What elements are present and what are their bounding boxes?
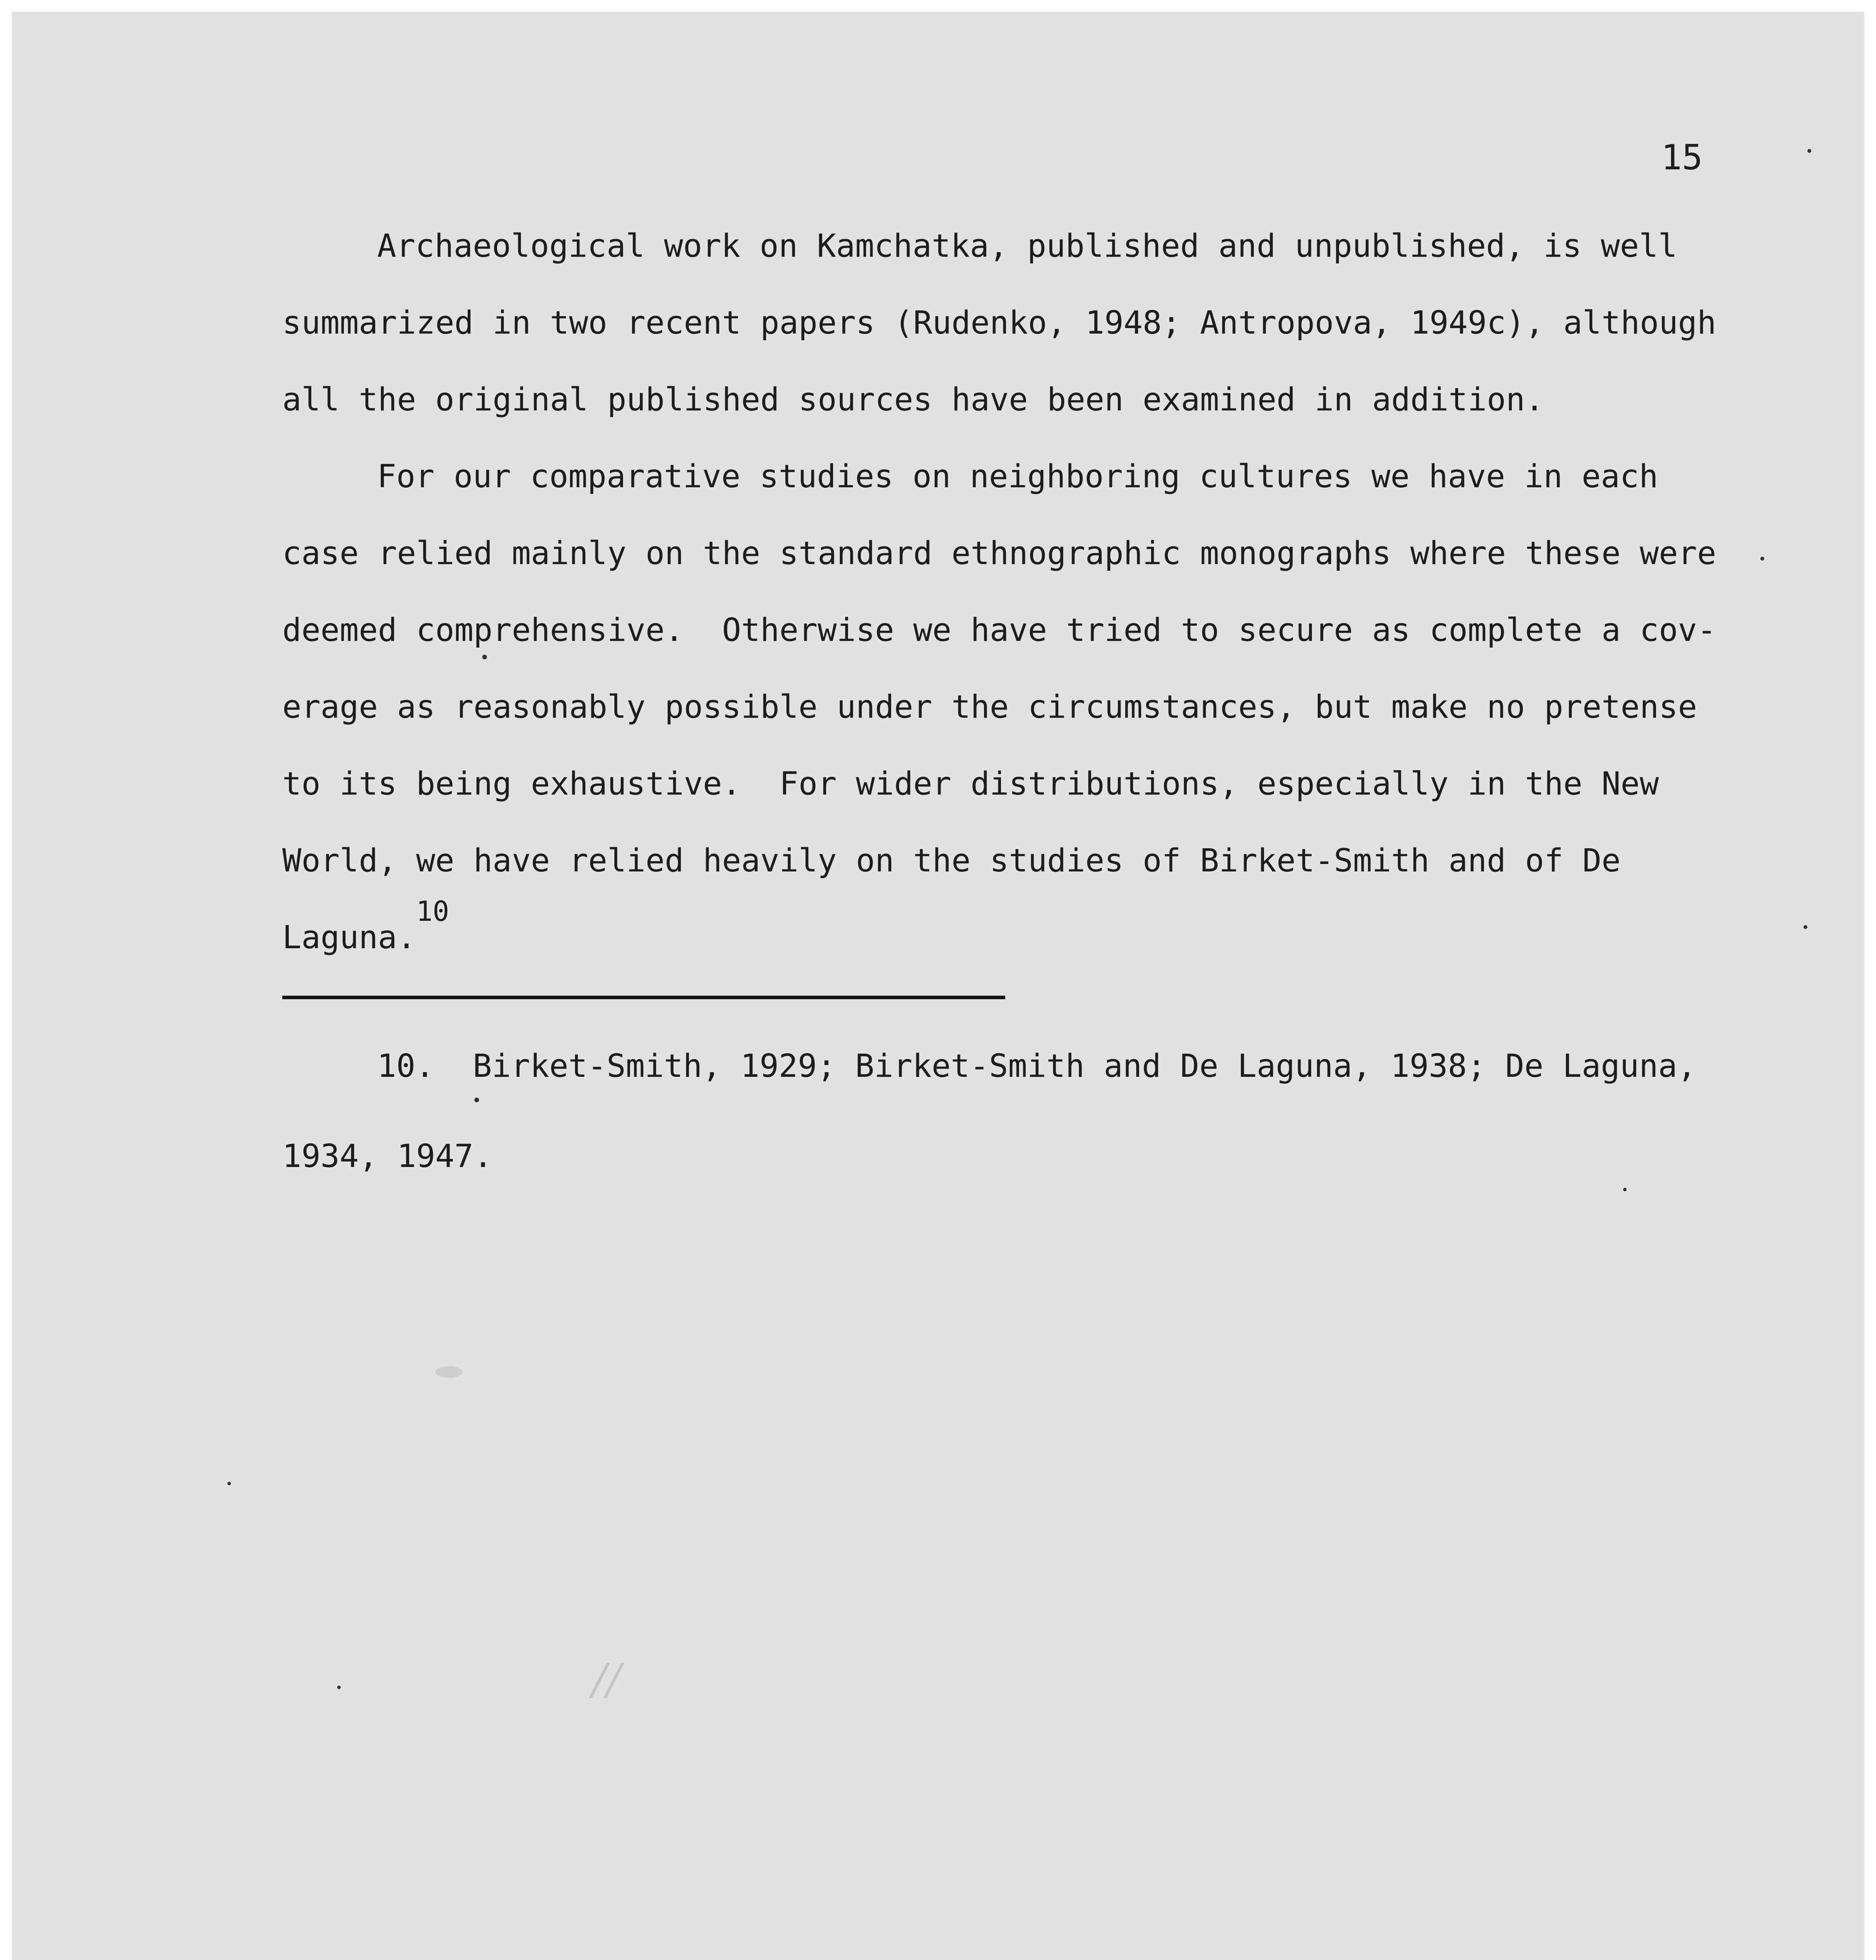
dust-speck	[1623, 1188, 1627, 1191]
paper-scratch-mark: //	[592, 1654, 621, 1704]
document-page	[12, 12, 1864, 1960]
last-line-text: Laguna.	[282, 919, 416, 956]
dust-speck	[474, 1098, 479, 1102]
paper-smudge	[435, 1366, 463, 1378]
paragraph-1-line-1: Archaeological work on Kamchatka, published and unpublished, is well	[377, 228, 1678, 265]
paragraph-2-line-5: to its being exhaustive. For wider distributions, especially in the New	[282, 766, 1659, 802]
dust-speck	[1807, 149, 1811, 153]
dust-speck	[1803, 925, 1807, 929]
paragraph-2-last-line	[282, 895, 1756, 977]
footnote-line-2: 1934, 1947.	[282, 1138, 493, 1175]
footnote-reference: 10	[416, 895, 449, 927]
paragraph-2-line-4: erage as reasonably possible under the circumstances, but make no pretense	[282, 689, 1697, 726]
body-text	[282, 208, 1756, 977]
dust-speck	[1760, 557, 1764, 561]
dust-speck	[337, 1686, 341, 1689]
footnote-line-1: 10. Birket-Smith, 1929; Birket-Smith and De Laguna, 1938; De Laguna,	[377, 1048, 1696, 1085]
page-number: 15	[1661, 137, 1703, 178]
paragraph-2-line-2: case relied mainly on the standard ethnographic monographs where these were	[282, 535, 1716, 572]
paragraph-2-line-1: For our comparative studies on neighboring cultures we have in each	[377, 458, 1658, 495]
footnote-divider	[282, 996, 1005, 999]
paragraph-2-line-6: World, we have relied heavily on the studies of Birket-Smith and of De	[282, 842, 1621, 879]
dust-speck	[482, 655, 487, 659]
paragraph-1-line-3: all the original published sources have been examined in addition.	[282, 381, 1544, 418]
paragraph-2-line-3: deemed comprehensive. Otherwise we have tried to secure as complete a cov-	[282, 612, 1716, 649]
dust-speck	[227, 1482, 231, 1485]
footnote-10	[282, 1021, 1756, 1201]
paragraph-1-line-2: summarized in two recent papers (Rudenko, 1948; Antropova, 1949c), although	[282, 305, 1716, 341]
